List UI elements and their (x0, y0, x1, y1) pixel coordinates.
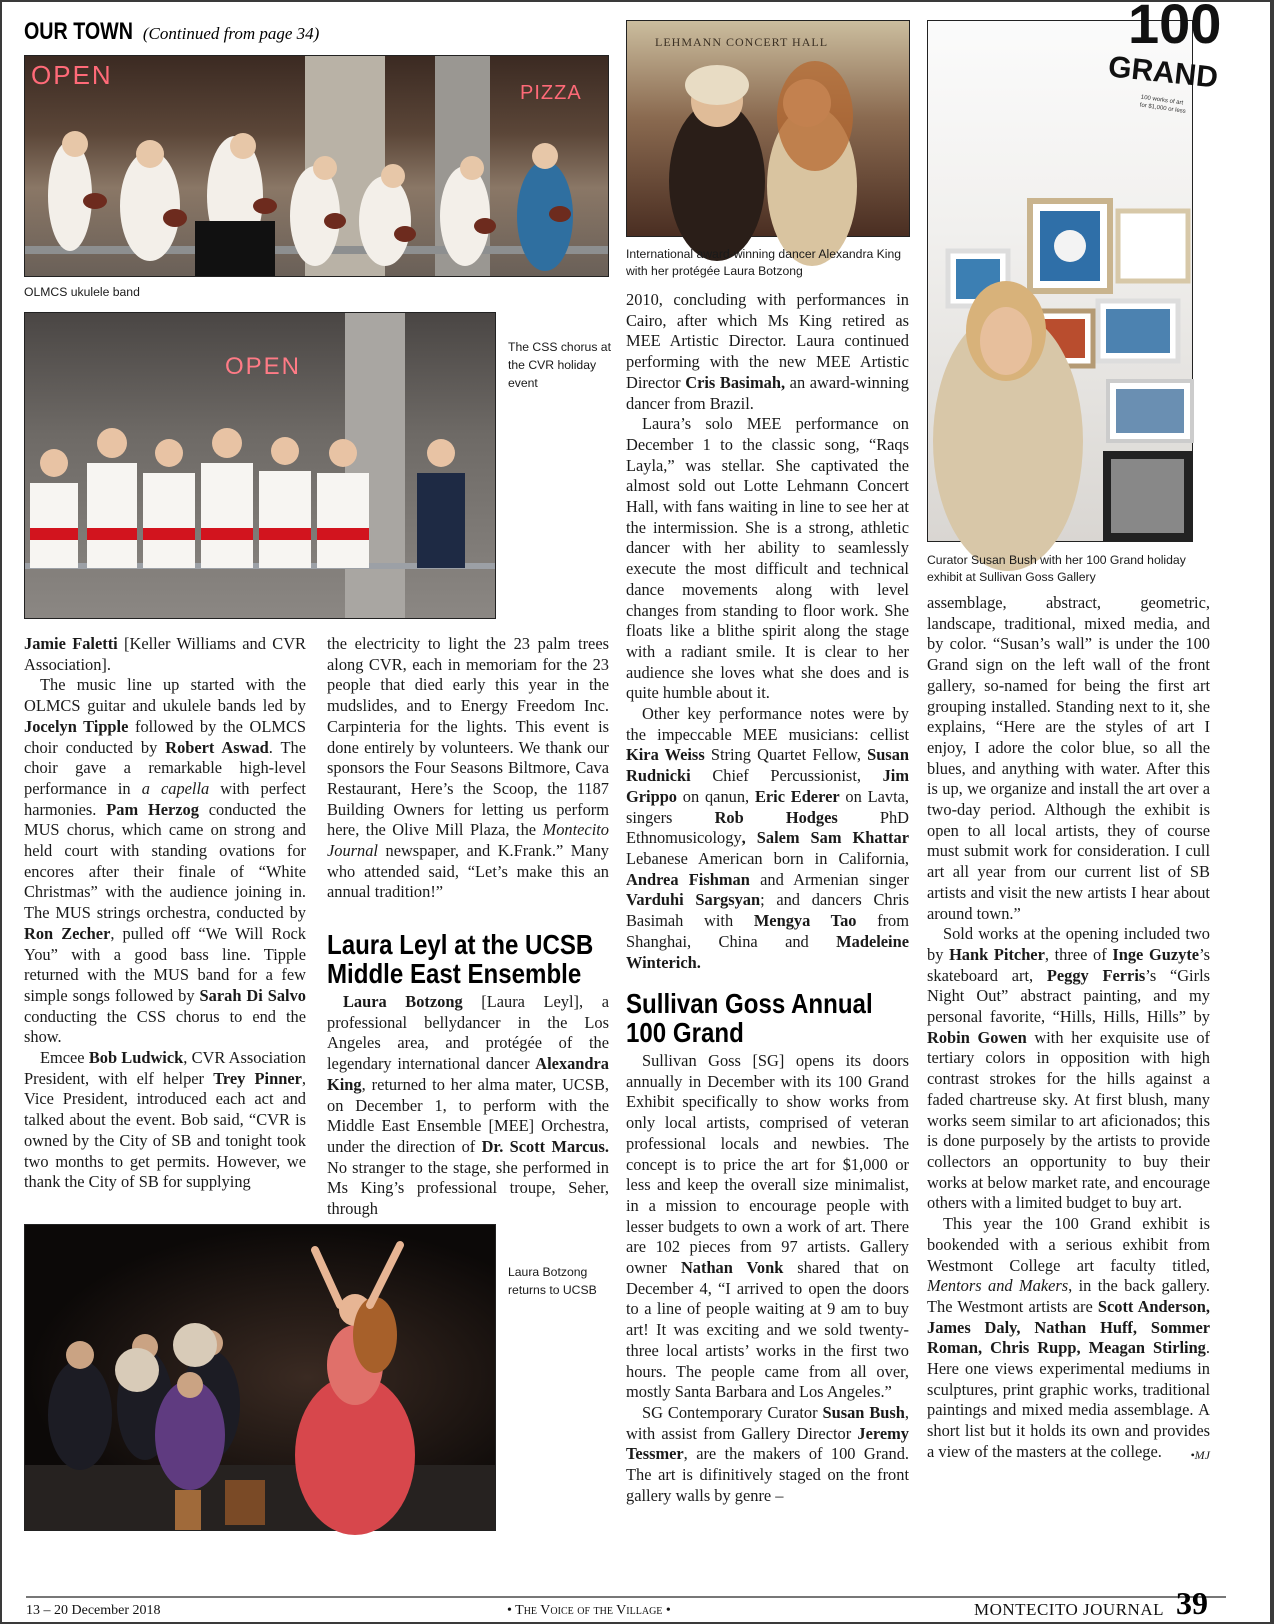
text-run: Bob Ludwick (88, 1048, 184, 1068)
text-run: Robin Gowen (927, 1027, 1027, 1047)
paragraph (626, 290, 909, 414)
paragraph (927, 924, 1210, 1214)
text-run: Cris Basimah, (685, 372, 786, 392)
curator-caption: Curator Susan Bush with her 100 Grand holiday exhibit at Sullivan Goss Gallery (927, 553, 1186, 584)
text-run: an award-winning dancer from Brazil. (626, 372, 909, 413)
sign-grand: GRAND (1106, 50, 1220, 95)
text-run: ’s skateboard art, (927, 944, 1210, 985)
text-run: Alexandra King (327, 1054, 609, 1094)
article-column-2 (327, 634, 609, 903)
text-run: , CVR Association President, with elf helper (24, 1048, 306, 1088)
text-run: followed by the OLMCS choir conducted by (24, 716, 307, 757)
text-run: No stranger to the stage, she performed in Ms King’s professional troupe, Seher, through (327, 1157, 609, 1219)
text-run: on Lavta, singers (626, 786, 909, 827)
section-title: OUR TOWN (24, 18, 133, 45)
paragraph (327, 992, 609, 1220)
continued-note: (Continued from page 34) (142, 24, 320, 43)
sign-pizza: PIZZA (520, 82, 582, 104)
text-run: Hank Pitcher (949, 944, 1045, 964)
paragraph (24, 1048, 306, 1193)
curator-photo (927, 0, 1222, 542)
text-run: Peggy Ferris (1046, 965, 1146, 985)
text-run: with perfect harmonies. (24, 778, 306, 819)
chorus-photo (24, 312, 496, 619)
text-run: Laura Botzong (343, 992, 463, 1011)
text-run: SG Contemporary Curator (642, 1402, 823, 1422)
text-run: a capella (141, 778, 210, 798)
ukulele-band-photo (24, 55, 609, 277)
text-run: , Vice President, introduced each act and talked about the event. Bob said, “CVR is owned by the City of SB and tonight took two months to get permits. However, we thank the City of SB for supplying (24, 1068, 307, 1192)
text-run: Jim Grippo (626, 766, 909, 806)
chorus-caption: The CSS chorus at the CVR holiday event (508, 340, 611, 390)
paragraph (24, 675, 306, 1048)
issue-date: 13 – 20 December 2018 (26, 1603, 161, 1618)
paragraph (626, 1051, 909, 1403)
text-run: The music line up started with the OLMCS guitar and ukulele bands led by (24, 675, 306, 716)
headline-laura-leyl: Laura Leyl at the UCSB Middle East Ensemble (327, 929, 594, 989)
text-run: , pulled off “We Will Rock You” with a good bass line. Tipple returned with the MUS band for a few simple songs followed by (24, 923, 306, 1005)
publication-name: MONTECITO JOURNAL (974, 1600, 1164, 1619)
text-run: Chief Percussionist, (690, 766, 883, 786)
bellydance-illustration (25, 1225, 495, 1530)
text-run: Susan Rudnicki (626, 745, 909, 786)
article-column-4 (927, 593, 1210, 1465)
text-run: Madeleine Winterich. (626, 931, 909, 972)
text-run: String Quartet Fellow, (704, 745, 868, 765)
sign-100: 100 (1128, 0, 1222, 55)
text-run: from Shanghai, China and (626, 911, 909, 951)
text-run: Nathan Vonk (680, 1258, 784, 1278)
text-run: Eric Ederer (754, 786, 840, 806)
text-run: Sold works at the opening included two by (927, 924, 1210, 964)
ukulele-band-caption: OLMCS ukulele band (24, 285, 140, 299)
article-column-1 (24, 634, 306, 1193)
text-run: Robert Aswad (165, 737, 269, 757)
text-run: Emcee (40, 1048, 89, 1068)
sign-open: OPEN (225, 353, 302, 380)
end-mark: •MJ (1190, 1447, 1210, 1462)
text-run: . Here one views experimental mediums in sculptures, print graphic works, traditional paintings and mixed media assemblage. A short list but it holds its own and provides a view of the masters at the college. (927, 1338, 1210, 1461)
tagline: • The Voice of the Village • (507, 1603, 671, 1618)
text-run: ’s “Girls Night Out” abstract painting, and my personal favorite, “Hills, Hills, Hills” by (927, 965, 1210, 1027)
text-run: Susan Bush (822, 1402, 905, 1422)
bellydance-caption: Laura Botzong returns to UCSB (508, 1265, 597, 1297)
text-run: on qanun, (677, 786, 755, 806)
text-run: , three of (1044, 944, 1113, 964)
text-run: [Keller Williams and CVR Association]. (24, 634, 306, 674)
text-run: Other key performance notes were by the impeccable MEE musicians: cellist (626, 704, 909, 744)
text-run: Sarah Di Salvo (199, 985, 306, 1005)
text-run: Mengya Tao (753, 911, 857, 931)
text-run: , in the back gallery. The Westmont artists are (927, 1276, 1210, 1316)
article-column-2b (327, 992, 609, 1220)
text-run: Jocelyn Tipple (24, 716, 129, 736)
text-run: Andrea Fishman (626, 869, 750, 889)
sign-small-print: 100 works of art for $1,000 or less (1139, 94, 1187, 115)
concert-hall-sign: LEHMANN CONCERT HALL (655, 35, 829, 49)
text-run: , returned to her alma mater, UCSB, on December 1, to perform with the Middle East Ensemble [MEE] Orchestra, under the direction of (327, 1074, 609, 1156)
text-run: , are the makers of 100 Grand. The art is difinitively staged on the front gallery walls by genre – (626, 1444, 909, 1505)
section-header (24, 18, 319, 46)
text-run: newspaper, and K.Frank.” Many who attended said, “Let’s make this an annual tradition!” (327, 841, 609, 902)
text-run: Ron Zecher (24, 923, 111, 943)
paragraph (626, 704, 909, 973)
text-run: PhD Ethnomusicology (626, 807, 909, 848)
text-run: Scott Anderson, James Daly, Nathan Huff, Sommer Roman, Chris Rupp, Meagan Stirling (927, 1296, 1210, 1358)
article-column-3b (626, 1051, 909, 1506)
dancers-photo (626, 20, 910, 237)
bellydance-photo (24, 1224, 496, 1531)
article-column-3 (626, 290, 909, 973)
sign-open: OPEN (31, 60, 113, 90)
text-run: shared that on December 4, “I arrived to open the doors to a line of people waiting at 9 am to buy art! It was exciting and we sold twenty-three local artists’ works in the first two hours. The people came from all over, mostly Santa Barbara and Los Angeles.” (626, 1258, 909, 1402)
dancers-illustration (627, 21, 909, 236)
text-run: Sullivan Goss [SG] opens its doors annually in December with its 100 Grand Exhibit specifically to show works from only local artists, comprised of veteran professional locals and newbies. The concept is to price the art for $1,000 or less and keep the overall size minimalist, in a mission to encourage people with lesser budgets to own a work of art. There are 102 pieces from 97 artists. Gallery owner (626, 1051, 909, 1278)
headline-sullivan-goss: Sullivan Goss Annual 100 Grand (626, 988, 873, 1048)
text-run: Pam Herzog (106, 799, 199, 819)
text-run: Trey Pinner (213, 1068, 302, 1088)
footer-rule (26, 1596, 1226, 1598)
text-run: Rob Hodges (714, 807, 838, 827)
text-run: ; and dancers Chris Basimah with (626, 890, 909, 931)
text-run: Inge Guzyte (1112, 944, 1200, 964)
text-run: and Armenian singer (749, 869, 910, 889)
paragraph (24, 634, 306, 675)
text-run: This year the 100 Grand exhibit is bookended with a serious exhibit from Westmont College art faculty titled, (927, 1214, 1210, 1275)
text-run: , with assist from Gallery Director (626, 1402, 910, 1443)
text-run: Montecito Journal (327, 820, 609, 861)
text-run: Mentors and Makers (927, 1276, 1069, 1296)
text-run: [Laura Leyl], a professional bellydancer in the Los Angeles area, and protégée of the legendary international dancer (327, 992, 609, 1074)
text-run: Varduhi Sargsyan (626, 890, 761, 910)
text-run: Jamie Faletti (24, 634, 118, 653)
text-run: Jeremy Tessmer (626, 1423, 909, 1464)
text-run: , Salem Sam Khattar (741, 828, 909, 848)
text-run: Dr. Scott Marcus. (481, 1136, 609, 1156)
text-run: 2010, concluding with performances in Cairo, after which Ms King retired as MEE Artistic Director. Laura continued performing with the new MEE Artistic Director (626, 290, 909, 392)
text-run: the electricity to light the 23 palm trees along CVR, each in memoriam for the 23 people that died early this year in the mudslides, and to Energy Freedom Inc. Carpinteria for the lights. This event is done entirely by volunteers. We thank our sponsors the Four Seasons Biltmore, Cava Restaurant, Here’s the Scoop, the 1187 Building Owners for letting us perform here, the Olive Mill Plaza, the (327, 634, 609, 840)
text-run: with her exquisite use of tertiary colors in opposition with high contrast strokes for the hills against a faded chartreuse sky. At first blush, many works seem similar to art aficionados; this is done purposely by the artists to provide collectors an opportunity to buy their works at below market rate, and encourage others with a limited budget to buy art. (927, 1027, 1210, 1213)
paragraph (327, 634, 609, 903)
paragraph: Laura’s solo MEE performance on December 1 to the classic song, “Raqs Layla,” was stellar. She captivated the almost sold out Lotte Lehmann Concert Hall, with fans waiting in line to see her at the intermission. She is a strong, athletic dancer with her ability to seamlessly execute the most difficult and technical dance movements along with level changes from standing to floor work. She floats like a blithe spirit along the stage with a radiant smile. It is clear to her audience she loves what she does and is quite humble about it. (626, 414, 909, 703)
newspaper-page (2, 2, 1270, 1622)
text-run: conducted the MUS chorus, which came on strong and held court with standing ovations for encores after their finale of “White Christmas” with the audience joining in. The MUS strings orchestra, conducted by (24, 799, 306, 923)
text-run: Lebanese American born in California, (626, 848, 909, 868)
paragraph (626, 1403, 909, 1507)
paragraph (927, 1214, 1210, 1462)
page-number: 39 (1176, 1585, 1208, 1621)
dancers-caption: International award-winning dancer Alexandra King with her protégée Laura Botzong (626, 247, 902, 278)
paragraph: assemblage, abstract, geometric, landscape, traditional, mixed media, and by color. “Susan’s wall” is under the 100 Grand sign on the left wall of the front gallery, so-named for being the first art grouping installed. Standing next to it, she explains, “Here are the styles of art I enjoy, I adore the color blue, so all the blues, and anything with water. After this is up, we organize and install the art over a two-day period. Although the exhibit is open to all local artists, they of course must submit work for consideration. I cull art all year from our current list of SB artists and visit the new artists I hear about around town.” (927, 593, 1210, 923)
text-run: conducting the CSS chorus to end the show. (24, 1006, 306, 1047)
text-run: . The choir gave a remarkable high-level performance in (24, 737, 306, 798)
text-run: Kira Weiss (626, 745, 705, 765)
